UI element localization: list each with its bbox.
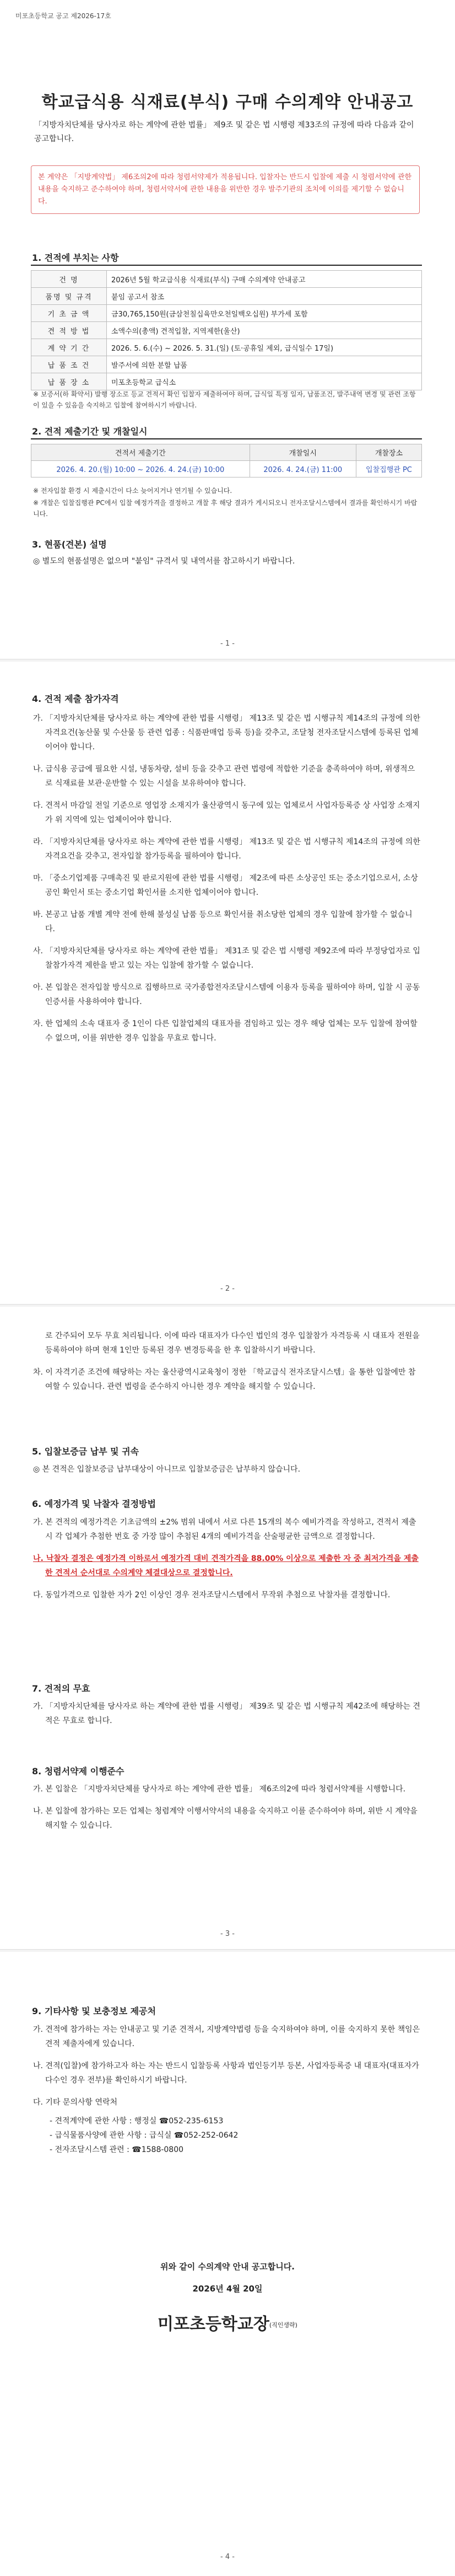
row-key: 기 초 금 액 xyxy=(31,305,107,322)
row-key: 품명 및 규격 xyxy=(31,288,107,305)
contact-item: - 급식물품사양에 관한 사항 : 급식실 ☎052-252-0642 xyxy=(50,2131,239,2140)
section-1-notes: ※ 보증서(하 확약서) 발행 장소로 등교 견적서 확인 입찰자 제출하여야 하며, 급식일 특정 일자, 납품조건, 발주내역 변경 및 관련 조항이 있을 수 있음을 숙지하고 입찰에 참여하시기 바랍니다. xyxy=(33,390,416,409)
section-6-body xyxy=(33,1515,422,1610)
section-2-title: 2. 견적 제출기간 및 개찰일시 xyxy=(32,426,148,437)
section-4-title: 4. 견적 제출 참가자격 xyxy=(32,694,119,704)
table-row xyxy=(31,288,422,305)
signature-name: 미포초등학교장 xyxy=(158,2315,269,2334)
divider xyxy=(31,438,422,439)
page-2 xyxy=(0,662,455,1307)
row-value: 미포초등학교 급식소 xyxy=(107,373,422,390)
list-item: 마. 「중소기업제품 구매촉진 및 판로지원에 관한 법률 시행령」 제2조에 따른 소상공인 또는 중소기업으로서, 소상공인 확인서 또는 중소기업 확인서를 소지한 업체이어야 합니다. xyxy=(33,874,418,897)
contact-item: - 견적계약에 관한 사항 : 행정실 ☎052-235-6153 xyxy=(50,2117,224,2126)
divider xyxy=(31,265,422,266)
row-key: 계 약 기 간 xyxy=(31,339,107,356)
stamp-note: (직인생략) xyxy=(269,2321,297,2329)
section-2-note-2: ※ 개찰은 입찰집행관 PC에서 입찰 예정가격을 결정하고 개찰 후 해당 결과가 게시되오니 전자조달시스템에서 결과를 확인하시기 바랍니다. xyxy=(33,499,418,518)
list-item: 바. 본공고 납품 개별 계약 전에 한해 불성실 납품 등으로 확인서를 취소당한 업체의 경우 입찰에 참가할 수 없습니다. xyxy=(33,910,413,933)
section-6-title: 6. 예정가격 및 낙찰자 결정방법 xyxy=(32,1499,156,1509)
list-item: 사. 「지방자치단체를 당사자로 하는 계약에 관한 법률」 제31조 및 같은 법 시행령 제92조에 따라 부정당업자로 입찰참가자격 제한을 받고 있는 자는 입찰에 참가할 수 없습니다. xyxy=(33,947,420,970)
table-row xyxy=(31,271,422,288)
row-value: 소액수의(총액) 견적입찰, 지역제한(울산) xyxy=(107,322,422,339)
notice-date: 2026년 4월 20일 xyxy=(192,2284,263,2294)
section-7-body xyxy=(33,1699,422,1736)
page-3 xyxy=(0,1307,455,1952)
list-item: 가. 본 입찰은 「지방자치단체를 당사자로 하는 계약에 관한 법률」 제6조의2에 따라 청렴서약제를 시행합니다. xyxy=(33,1785,406,1794)
section-4-body xyxy=(33,711,422,1053)
doc-header: 미포초등학교 공고 제2026-17호 xyxy=(15,12,111,20)
page-title: 학교급식용 식재료(부식) 구매 수의계약 안내공고 xyxy=(41,93,414,112)
list-item: 자. 한 업체의 소속 대표자 중 1인이 다른 입찰업체의 대표자를 겸임하고 있는 경우 해당 업체는 모두 입찰에 참여할 수 없으며, 이를 위반한 경우 입찰을 무효로 합니다. xyxy=(33,1019,418,1043)
list-item: 가. 본 견적의 예정가격은 기초금액의 ±2% 범위 내에서 서로 다른 15개의 복수 예비가격을 작성하고, 견적서 제출 시 각 업체가 추첨한 번호 중 가장 많이 추첨된 4개의 예비가격을 산술평균한 금액으로 결정합니다. xyxy=(33,1518,416,1541)
list-item: 다. 기타 문의사항 연락처 xyxy=(33,2098,118,2107)
list-item: 나. 견적(입찰)에 참가하고자 하는 자는 반드시 입찰등록 사항과 법인등기부 등본, 사업자등록증 내 대표자(대표자가 다수인 경우 전부)를 확인하시기 바랍니다. xyxy=(33,2062,419,2085)
page-number: - 4 - xyxy=(220,2553,235,2561)
row-key: 견 적 방 법 xyxy=(31,322,107,339)
opening-datetime: 2026. 4. 24.(금) 11:00 xyxy=(250,461,356,477)
section-3-title: 3. 현품(견본) 설명 xyxy=(32,539,107,550)
page-number: - 1 - xyxy=(220,640,235,648)
column-header: 개찰일시 xyxy=(250,444,356,461)
section-2-note-1: ※ 전자입찰 환경 시 제출시간이 다소 늦어지거나 연기될 수 있습니다. xyxy=(33,487,232,495)
list-item: 나. 본 입찰에 참가하는 모든 업체는 청렴계약 이행서약서의 내용을 숙지하고 이를 준수하여야 하며, 위반 시 계약을 해지할 수 있습니다. xyxy=(33,1807,418,1830)
signature xyxy=(0,2310,455,2334)
opening-place: 입찰집행관 PC xyxy=(356,461,421,477)
row-value: 붙임 공고서 참조 xyxy=(107,288,422,305)
contact-item: - 전자조달시스템 관련 : ☎1588-0800 xyxy=(50,2145,184,2154)
list-item: 가. 「지방자치단체를 당사자로 하는 계약에 관한 법률 시행령」 제13조 및 같은 법 시행규칙 제14조의 규정에 의한 자격요건(농산물 및 수산물 등 관련 업종 : 식품판매업 등록 등)을 갖추고, 조달청 전자조달시스템에 등록된 업체이어야 합니다. xyxy=(33,714,420,752)
table-row xyxy=(31,339,422,356)
list-item: 가. 「지방자치단체를 당사자로 하는 계약에 관한 법률 시행령」 제39조 및 같은 법 시행규칙 제42조에 해당하는 견적은 무효로 합니다. xyxy=(33,1702,420,1725)
table-row xyxy=(31,305,422,322)
table-row xyxy=(31,356,422,373)
page-number: - 2 - xyxy=(220,1285,235,1293)
table-header-row xyxy=(31,444,422,461)
section-9-body xyxy=(33,2022,422,2157)
section-5-text: ◎ 본 견적은 입찰보증금 납부대상이 아니므로 입찰보증금은 납부하지 않습니다. xyxy=(33,1465,301,1474)
list-item: 가. 견적에 참가하는 자는 안내공고 및 기준 견적서, 지방계약법령 등을 숙지하여야 하며, 이를 숙지하지 못한 책임은 견적 제출자에게 있습니다. xyxy=(33,2025,420,2048)
table-row xyxy=(31,322,422,339)
row-key: 납 품 장 소 xyxy=(31,373,107,390)
section-8-title: 8. 청렴서약제 이행준수 xyxy=(32,1766,124,1777)
list-item: 아. 본 입찰은 전자입찰 방식으로 집행하므로 국가종합전자조달시스템에 이용자 등록을 필하여야 하며, 입찰 시 공동인증서를 사용하여야 합니다. xyxy=(33,983,420,1006)
page-1 xyxy=(0,0,455,662)
row-value: 2026년 5월 학교급식용 식재료(부식) 구매 수의계약 안내공고 xyxy=(107,271,422,288)
submission-period: 2026. 4. 20.(월) 10:00 ~ 2026. 4. 24.(금) 10:00 xyxy=(31,461,250,477)
section-9-title: 9. 기타사항 및 보충정보 제공처 xyxy=(32,2006,156,2016)
list-item: 나. 급식용 공급에 필요한 시설, 냉동차량, 설비 등을 갖추고 관련 법령에 적합한 기준을 충족하여야 하며, 위생적으로 식재료를 보관·운반할 수 있는 시설을 보유하여야 합니다. xyxy=(33,765,415,788)
column-header: 견적서 제출기간 xyxy=(31,444,250,461)
row-value: 2026. 5. 6.(수) ~ 2026. 5. 31.(일) (토·공휴일 제외, 급식일수 17일) xyxy=(107,339,422,356)
row-key: 납 품 조 건 xyxy=(31,356,107,373)
row-value: 발주서에 의한 분할 납품 xyxy=(107,356,422,373)
contact-list xyxy=(33,2114,422,2157)
section-7-title: 7. 견적의 무효 xyxy=(32,1683,90,1694)
list-item: 다. 동일가격으로 입찰한 자가 2인 이상인 경우 전자조달시스템에서 무작위 추첨으로 낙찰자를 결정합니다. xyxy=(33,1591,391,1600)
intro-text: 「지방자치단체를 당사자로 하는 계약에 관한 법률」 제9조 및 같은 법 시행령 제33조의 규정에 따라 다음과 같이 공고합니다. xyxy=(34,121,414,143)
info-table xyxy=(31,270,422,390)
list-item: 다. 견적서 마감일 전일 기준으로 영업장 소재지가 울산광역시 동구에 있는 업체로서 사업자등록증 상 사업장 소재지가 위 지역에 있는 업체이어야 합니다. xyxy=(33,801,420,824)
row-value: 금30,765,150원(금삼천칠십육만오천일백오십원) 부가세 포함 xyxy=(107,305,422,322)
closing-statement: 위와 같이 수의계약 안내 공고합니다. xyxy=(160,2262,295,2272)
row-key: 건 명 xyxy=(31,271,107,288)
column-header: 개찰장소 xyxy=(356,444,421,461)
section-4-continuation xyxy=(33,1329,422,1402)
list-item-highlight: 나. 낙찰자 결정은 예정가격 이하로서 예정가격 대비 견적가격을 88.00% 이상으로 제출한 자 중 최저가격을 제출한 견적서 순서대로 수의계약 체결대상으로 결정합니다. xyxy=(33,1554,419,1577)
section-8-body xyxy=(33,1782,422,1840)
page-number: - 3 - xyxy=(220,1930,235,1938)
table-row xyxy=(31,373,422,390)
list-item: 차. 이 자격기준 조건에 해당하는 자는 울산광역시교육청이 정한 「학교급식 전자조달시스템」을 통한 입찰에만 참여할 수 있습니다. 관련 법령을 준수하지 아니한 경우 계약을 해지할 수 있습니다. xyxy=(33,1368,416,1391)
section-5-title: 5. 입찰보증금 납부 및 귀속 xyxy=(32,1446,139,1457)
page-4 xyxy=(0,1952,455,2576)
list-item: 라. 「지방자치단체를 당사자로 하는 계약에 관한 법률 시행령」 제13조 및 같은 법 시행규칙 제14조의 규정에 의한 자격요건을 갖추고, 전자입찰 참가등록을 필하여야 합니다. xyxy=(33,838,420,861)
section-1-title: 1. 견적에 부치는 사항 xyxy=(32,253,119,263)
schedule-table xyxy=(31,444,422,477)
section-3-text: ◎ 별도의 현품설명은 없으며 "붙임" 규격서 및 내역서를 참고하시기 바랍니다. xyxy=(33,557,295,566)
continuation-text: 로 간주되어 모두 무효 처리됩니다. 이에 따라 대표자가 다수인 법인의 경우 입찰참가 자격등록 시 대표자 전원을 등록하여야 하며 현재 1인만 등록된 경우 변경등록을 한 후 입찰하시기 바랍니다. xyxy=(45,1332,420,1355)
integrity-notice: 본 계약은 「지방계약법」 제6조의2에 따라 청렴서약제가 적용됩니다. 입찰자는 반드시 입찰에 제출 시 청렴서약에 관한 내용을 숙지하고 준수하여야 하며, 청렴서약서에 관한 내용을 위반한 경우 발주기관의 조치에 이의를 제기할 수 없습니다. xyxy=(31,165,420,214)
table-row xyxy=(31,461,422,477)
